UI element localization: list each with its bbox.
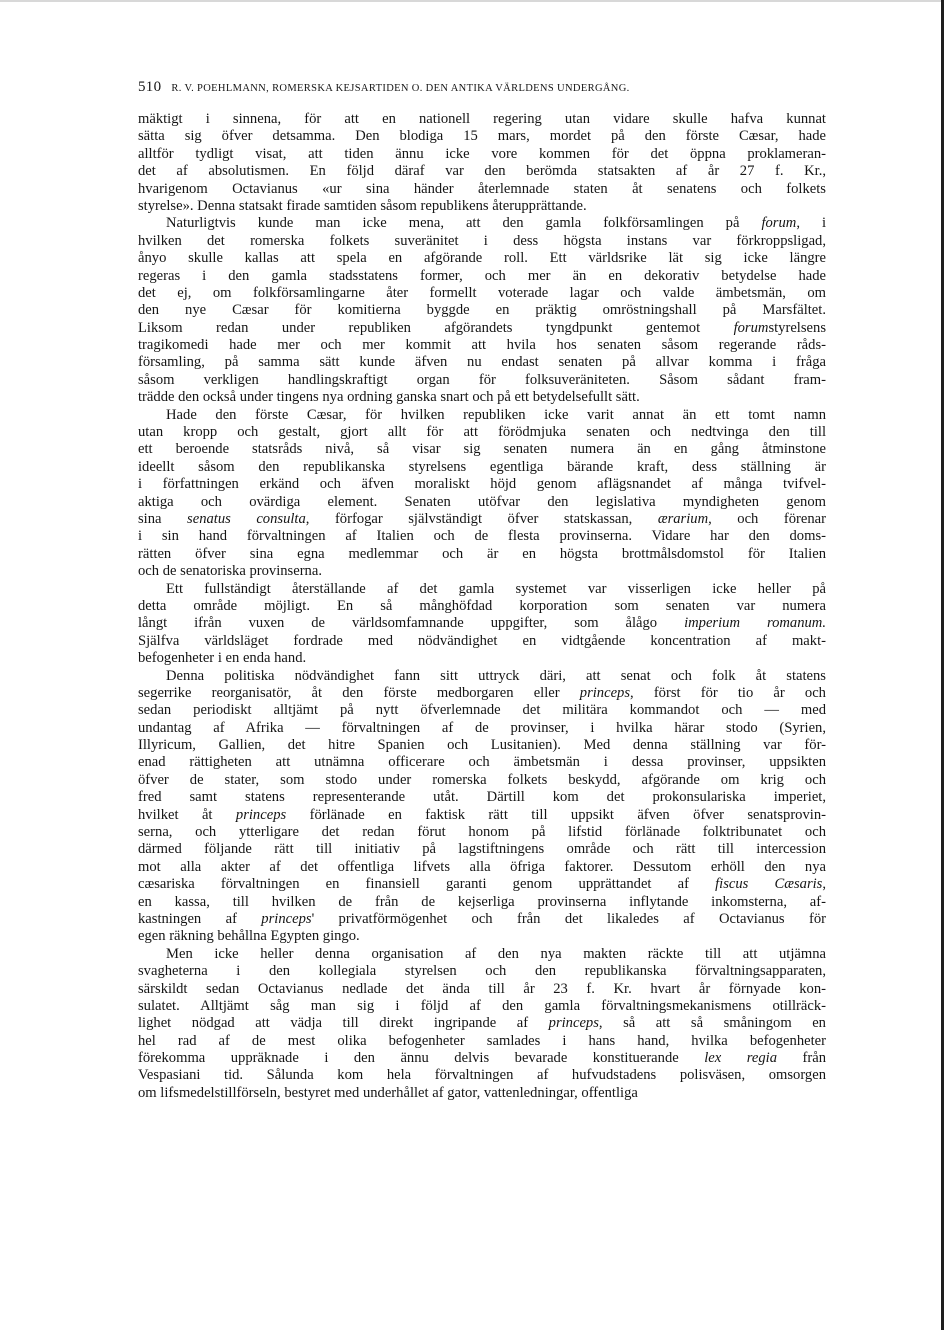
text-line: en kassa, till hvilken de från de kejserliga provinserna inflytande inkomsterna, af- (138, 893, 826, 910)
text-line: Naturligtvis kunde man icke mena, att den gamla folkförsamlingen på forum, i (166, 215, 826, 232)
text-line: trädde den också under tingens nya ordning ganska snart och på ett betydelsefullt sätt. (138, 389, 640, 406)
text-line: det ej, om folkförsamlingarne åter formellt voterade lagar och valde ämbetsmän, om (138, 284, 826, 301)
text-line: Själfva världsläget fordrade med nödvändighet en vidtgående koncentration af makt- (138, 632, 826, 649)
text-line: Illyricum, Gallien, det hitre Spanien och Lusitanien). Med denna ställning var för- (138, 737, 826, 754)
text-line: styrelse». Denna statsakt firade samtiden såsom republikens återupprättande. (138, 197, 587, 214)
text-line: fred samt statens representerande utåt. Därtill kom det prokonsulariska imperiet, (138, 789, 826, 806)
text-line: såsom verkligen handlingskraftigt organ för folksuveräniteten. Såsom sådant fram- (138, 371, 826, 388)
text-line: befogenheter i en enda hand. (138, 650, 307, 667)
text-line: regeras i den gamla stadsstatens former, och mer än en dekorativ betydelse hade (138, 267, 826, 284)
text-line: lighet nödgad att vädja till direkt ingripande af princeps, så att så småningom en (138, 1015, 826, 1032)
text-line: och de senatoriska provinserna. (138, 563, 322, 580)
text-line: mäktigt i sinnena, för att en nationell regering utan vidare skulle hafva kunnat (138, 111, 826, 127)
text-line: i författningen erkänd och äfven moraliskt höjd genom aflägsnandet af många tvifvel- (138, 476, 826, 493)
text-line: om lifsmedelstillförseln, bestyret med underhållet af gator, vattenledningar, offentliga (138, 1084, 638, 1101)
text-line: detta område möjligt. En så månghöfdad korporation som senaten var numera (138, 597, 826, 614)
text-line: Hade den förste Cæsar, för hvilken republiken icke varit annat än ett tomt namn (166, 406, 826, 423)
text-line: Denna politiska nödvändighet fann sitt uttryck däri, att senat och folk åt statens (166, 667, 826, 684)
text-line: ånyo skulle kallas att spela en afgörande roll. Ett världsrike lät sig icke längre (138, 250, 826, 267)
text-line: mot alla akter af det offentliga lifvets alla öfriga faktorer. Dessutom erhöll den nya (138, 858, 826, 875)
page-header (138, 78, 828, 98)
text-line: kastningen af princeps' privatförmögenhet och från det likaledes af Octavianus för (138, 910, 826, 927)
text-line: ett beroende statsråds nivå, så visar sig senaten numera än en gång åtminstone (138, 441, 826, 458)
text-line: utan kropp och gestalt, gjort allt för att förödmjuka senaten och nedtvinga den till (138, 424, 826, 441)
text-line: cæsariska förvaltningen en finansiell garanti genom upprättandet af fiscus Cæsaris, (138, 876, 827, 893)
text-line: tragikomedi hade mer och mer kommit att hvila hos senaten såsom regerande råds- (138, 337, 826, 354)
text-line: hel rad af de mest olika befogenheter samlades i hans hand, hvilka befogenheter (138, 1032, 826, 1049)
text-line: förekomma uppräknade i den ännu delvis bevarade konstituerande lex regia från (138, 1050, 827, 1067)
text-line: i sin hand förvaltningen af Italien och de flesta provinserna. Vidare har den doms- (138, 528, 826, 545)
text-line: sulatet. Alltjämt såg man sig i följd af den gamla förvaltningsmekanismens otillräck- (138, 997, 826, 1014)
text-line: sätta sig öfver detsamma. Den blodiga 15 mars, mordet på den förste Cæsar, hade (138, 128, 826, 145)
text-line: det af absolutismen. En följd däraf var den berömda statsakten af år 27 f. Kr., (138, 163, 826, 180)
text-line: segerrike reorganisatör, åt den förste medborgaren eller princeps, först för tio år och (138, 684, 826, 701)
text-line: enad rättigheten att utnämna officerare och ämbetsmän i dessa provinser, uppsikten (138, 754, 826, 771)
text-line: därmed följande rätt till initiativ på lagstiftningens område och rätt till intercession (138, 841, 826, 858)
text-line: sedan periodiskt alltjämt på nytt öfverlemnade det militära kommandot och — med (138, 702, 826, 719)
text-line: rätten öfver sina egna medlemmar och är en högsta brottmålsdomstol för Italien (138, 545, 826, 562)
text-line: särskildt sedan Octavianus nedlade det ända till år 23 f. Kr. hvart år förnyade kon- (138, 980, 826, 997)
text-line: alltför tydligt visat, att tiden ännu icke vore kommen för det öppna proklameran- (138, 145, 826, 162)
text-line: undantag af Afrika — förvaltningen af de provinser, i hvilka härar stodo (Syrien, (138, 719, 826, 736)
text-line: hvilket åt princeps förlänade en faktisk rätt till uppsikt äfven öfver senatsprovin- (138, 806, 826, 823)
text-line: långt ifrån vuxen de världsomfamnande uppgifter, som ålågo imperium romanum. (138, 615, 826, 632)
text-line: öfver de stater, som stodo under romerska folkets beskydd, afgörande om krig och (138, 771, 826, 788)
running-head: R. V. POEHLMANN, ROMERSKA KEJSARTIDEN O. DEN ANTIKA VÄRLDENS UNDERGÅNG. (171, 83, 630, 94)
text-line: hvarigenom Octavianus «ur sina händer återlemnade staten åt senatens och folkets (138, 180, 826, 197)
text-line: Men icke heller denna organisation af den nya makten räckte till att utjämna (166, 945, 826, 962)
text-line: serna, och ytterligare det redan förut honom på lifstid förlänade folktribunatet och (138, 824, 826, 841)
scan-edge-top (0, 0, 944, 2)
body-text (138, 111, 826, 1102)
text-line: den nye Cæsar för komitierna byggde en präktig omröstningshall på Marsfältet. (138, 302, 826, 319)
text-line: aktiga och ovärdiga element. Senaten utöfvar den legislativa myndigheten genom (138, 493, 826, 510)
text-line: församling, på samma sätt kunde äfven nu endast senaten på allvar komma i fråga (138, 354, 826, 371)
text-line: ideellt såsom den republikanska styrelsens egentliga bärande kraft, dess ställning är (138, 458, 826, 475)
text-line: svagheterna i den kollegiala styrelsen och den republikanska förvaltningsapparaten, (138, 963, 826, 980)
text-line: hvilken det romerska folkets suveränitet i dess högsta instans var förkroppsligad, (138, 232, 826, 249)
text-line: sina senatus consulta, förfogar självständigt öfver statskassan, ærarium, och förenar (138, 510, 826, 527)
text-line: Liksom redan under republiken afgörandets tyngdpunkt gentemot forumstyrelsens (138, 319, 826, 336)
text-line: Ett fullständigt återställande af det gamla systemet var visserligen icke heller på (166, 580, 826, 597)
text-line: Vespasiani tid. Sålunda kom hela förvaltningen af hufvudstadens polisväsen, omsorgen (138, 1067, 826, 1084)
page-number: 510 (138, 79, 162, 95)
text-line: egen räkning behållna Egypten gingo. (138, 928, 360, 945)
